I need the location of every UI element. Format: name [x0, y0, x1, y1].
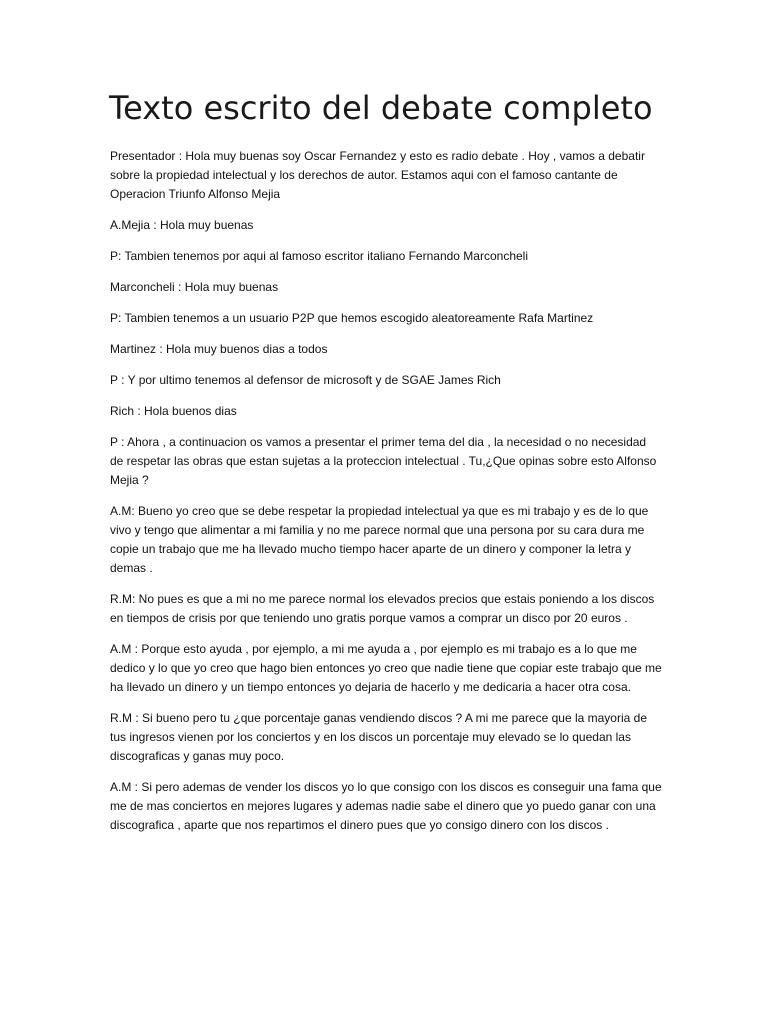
paragraph-martinez-intro: P: Tambien tenemos a un usuario P2P que hemos escogido aleatoreamente Rafa Martinez: [110, 311, 594, 325]
document-title: Texto escrito del debate completo: [109, 89, 653, 127]
paragraph-rm-response-2: R.M : Si bueno pero tu ¿que porcentaje ganas vendiendo discos ? A mi me parece que la mayoria de tus ingresos vienen por los conciertos y en los discos un porcentaje muy elevado se lo quedan las discograficas y ganas muy poco.: [110, 711, 647, 763]
paragraph-am-response-1: A.M: Bueno yo creo que se debe respetar la propiedad intelectual ya que es mi trabajo y es de lo que vivo y tengo que alimentar a mi familia y no me parece normal que una persona por su cara dura me copie un trabajo que me ha llevado mucho tiempo hacer aparte de un dinero y componer la letra y demas .: [110, 504, 649, 575]
paragraph-mejia-greeting: A.Mejia : Hola muy buenas: [110, 218, 254, 232]
paragraph-marconcheli-greeting: Marconcheli : Hola muy buenas: [110, 280, 279, 294]
paragraph-first-topic: P : Ahora , a continuacion os vamos a presentar el primer tema del dia , la necesidad o no necesidad de respetar las obras que estan sujetas a la proteccion intelectual . Tu,¿Que opinas sobre esto Alfonso Mejia ?: [110, 435, 657, 487]
paragraph-martinez-greeting: Martinez : Hola muy buenos dias a todos: [110, 342, 328, 356]
paragraph-rich-intro: P : Y por ultimo tenemos al defensor de microsoft y de SGAE James Rich: [110, 373, 501, 387]
paragraph-am-response-3: A.M : Si pero ademas de vender los discos yo lo que consigo con los discos es conseguir una fama que me de mas conciertos en mejores lugares y ademas nadie sabe el dinero que yo puedo ganar con una discografica , aparte que nos repartimos el dinero pues que yo consigo dinero con los discos .: [110, 780, 662, 832]
paragraph-intro: Presentador : Hola muy buenas soy Oscar Fernandez y esto es radio debate . Hoy , vamos a debatir sobre la propiedad intelectual y los derechos de autor. Estamos aqui con el famoso cantante de Operacion Triunfo Alfonso Mejia: [110, 149, 645, 201]
debate-transcript: [110, 147, 662, 847]
paragraph-rm-response-1: R.M: No pues es que a mi no me parece normal los elevados precios que estais poniendo a los discos en tiempos de crisis por que teniendo uno gratis porque vamos a comprar un disco por 20 euros .: [110, 592, 655, 625]
paragraph-am-response-2: A.M : Porque esto ayuda , por ejemplo, a mi me ayuda a , por ejemplo es mi trabajo es a lo que me dedico y lo que yo creo que hago bien entonces yo creo que nadie tiene que copiar este trabajo que me ha llevado un dinero y un tiempo entonces yo dejaria de hacerlo y me dedicaria a hacer otra cosa.: [110, 642, 662, 694]
paragraph-marconcheli-intro: P: Tambien tenemos por aqui al famoso escritor italiano Fernando Marconcheli: [110, 249, 528, 263]
paragraph-rich-greeting: Rich : Hola buenos dias: [110, 404, 237, 418]
